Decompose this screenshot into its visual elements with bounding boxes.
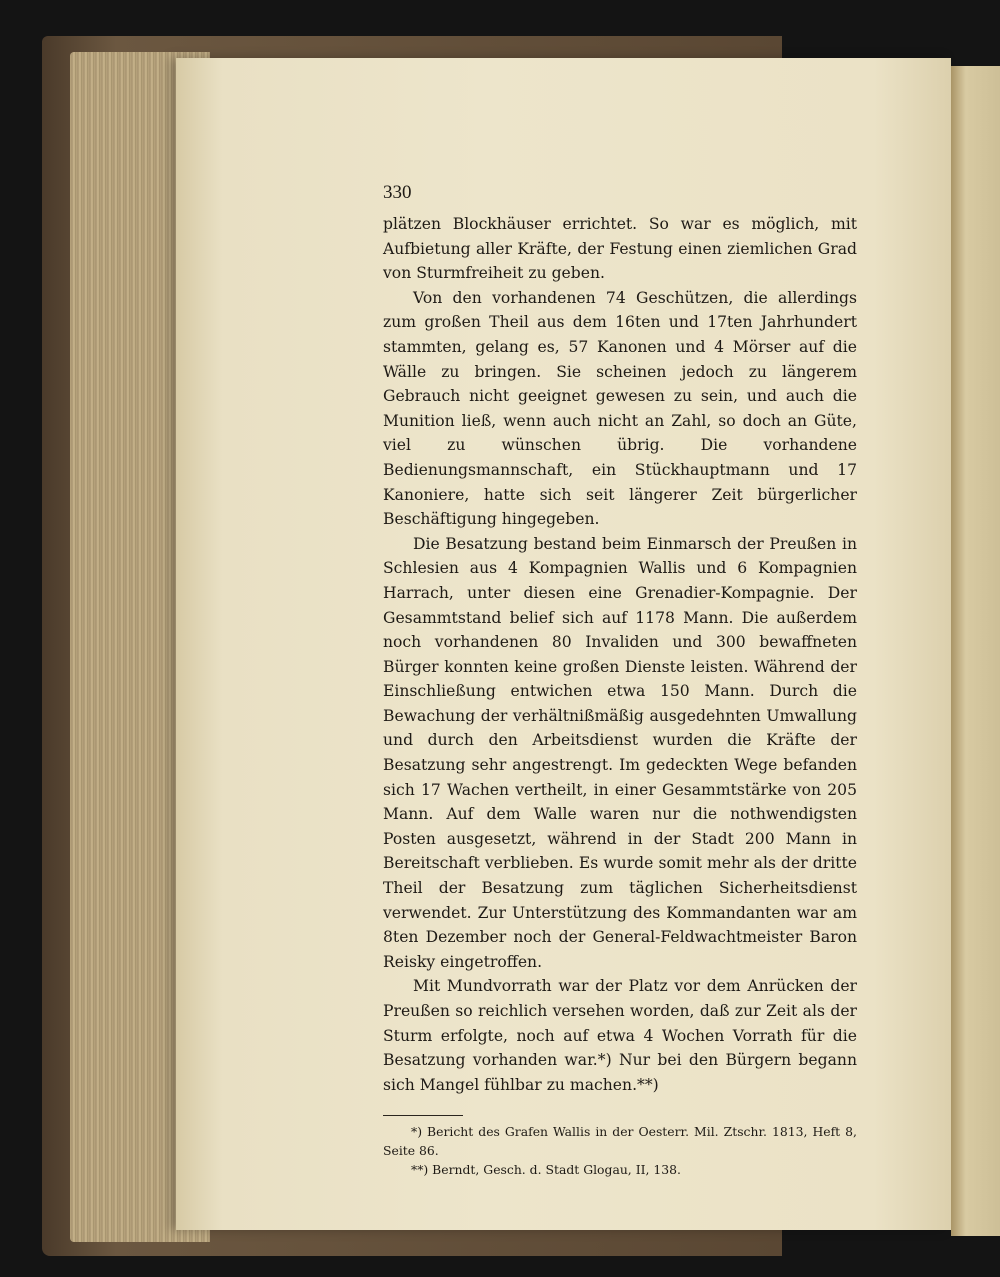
paragraph-3: Die Besatzung bestand beim Einmarsch der Preußen in Schlesien aus 4 Kompagnien Wallis und 6 Kompagnien Harrach, unter diesen eine Grenadier-Kompagnie. Der Gesammtstand belief sich auf 1178 Mann. Die außerdem noch vorhandenen 80 Invaliden und 300 bewaffneten Bürger konnten keine großen Dienste leisten. Während der Einschließung entwichen etwa 150 Mann. Durch die Bewachung der verhältnißmäßig ausgedehnten Umwallung und durch den Arbeitsdienst wurden die Kräfte der Besatzung sehr angestrengt. Im gedeckten Wege befanden sich 17 Wachen vertheilt, in einer Gesammtstärke von 205 Mann. Auf dem Walle waren nur die nothwendigsten Posten ausgesetzt, während in der Stadt 200 Mann in Bereitschaft verblieben. Es wurde somit mehr als der dritte Theil der Besatzung zum täglichen Sicherheitsdienst verwendet. Zur Unterstützung des Kommandanten war am 8ten Dezember noch der General-Feldwachtmeister Baron Reisky eingetroffen. bbox=[383, 534, 857, 971]
page-content bbox=[383, 178, 857, 1179]
paragraph-1: plätzen Blockhäuser errichtet. So war es möglich, mit Aufbietung aller Kräfte, der Festung einen ziemlichen Grad von Sturmfreiheit zu geben. bbox=[383, 215, 857, 283]
footnote-divider bbox=[383, 1115, 463, 1116]
page-number: 330 bbox=[383, 182, 412, 203]
footnote-1: *) Bericht des Grafen Wallis in der Oesterr. Mil. Ztschr. 1813, Heft 8, Seite 86. bbox=[383, 1124, 857, 1159]
paragraph-4: Mit Mundvorrath war der Platz vor dem Anrücken der Preußen so reichlich versehen worden, daß zur Zeit als der Sturm erfolgte, noch auf etwa 4 Wochen Vorrath für die Besatzung vorhanden war.*) Nur bei den Bürgern begann sich Mangel fühlbar zu machen.**) bbox=[383, 977, 857, 1094]
paragraph-2: Von den vorhandenen 74 Geschützen, die allerdings zum großen Theil aus dem 16ten und 17ten Jahrhundert stammten, gelang es, 57 Kanonen und 4 Mörser auf die Wälle zu bringen. Sie scheinen jedoch zu längerem Gebrauch nicht geeignet gewesen zu sein, und auch die Munition ließ, wenn auch nicht an Zahl, so doch an Güte, viel zu wünschen übrig. Die vorhandene Bedienungsmannschaft, ein Stückhauptmann und 17 Kanoniere, hatte sich seit längerer Zeit bürgerlicher Beschäftigung hingegeben. bbox=[383, 288, 857, 529]
footnote-2: **) Berndt, Gesch. d. Stadt Glogau, II, 138. bbox=[411, 1162, 681, 1178]
next-page-edge bbox=[951, 66, 1000, 1236]
